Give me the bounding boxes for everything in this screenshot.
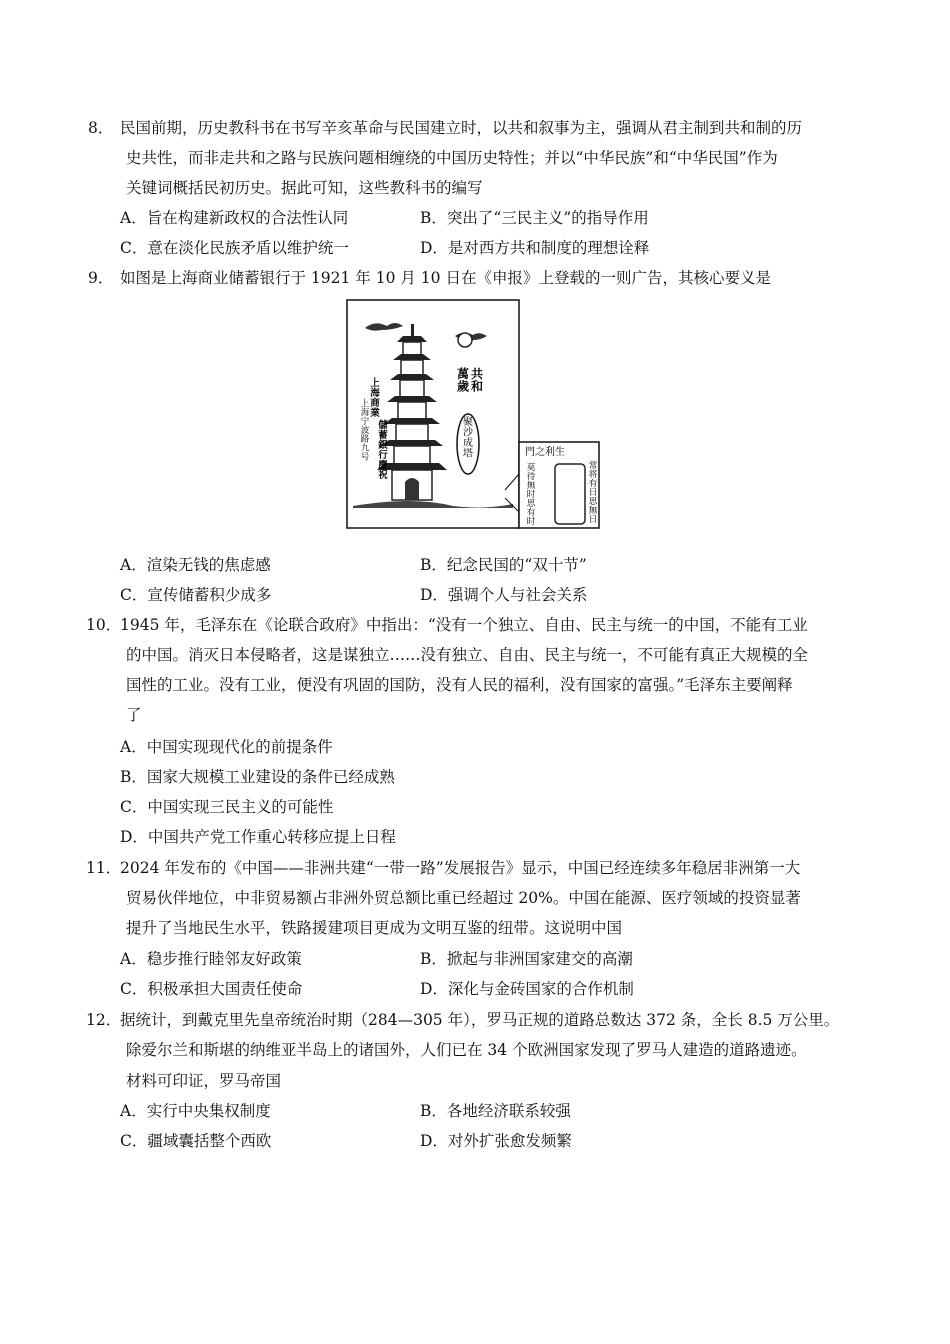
q12-stem-line-2: 除爱尔兰和斯堪的纳维亚半岛上的诸国外，人们已在 34 个欧洲国家发现了罗马人建造的道路遗迹。 bbox=[126, 1041, 807, 1059]
q10-stem-line-1: 1945 年，毛泽东在《论联合政府》中指出：“没有一个独立、自由、民主与统一的中国，不能有工业 bbox=[120, 616, 808, 634]
q11-stem-line-2: 贸易伙伴地位，中非贸易额占非洲外贸总额比重已经超过 20%。中国在能源、医疗领域的投资显著 bbox=[126, 889, 801, 907]
q11-number: 11． bbox=[86, 859, 122, 877]
q8-option-c: C．意在淡化民族矛盾以维护统一 bbox=[120, 239, 349, 257]
q11-option-d: D．深化与金砖国家的合作机制 bbox=[420, 980, 634, 998]
q10-option-b: B．国家大规模工业建设的条件已经成熟 bbox=[120, 768, 395, 786]
ad-box-title: 門之利生 bbox=[525, 447, 565, 458]
q11-option-c: C．积极承担大国责任使命 bbox=[120, 980, 303, 998]
moon-icon bbox=[458, 333, 472, 347]
q12-option-a: A．实行中央集权制度 bbox=[120, 1102, 271, 1120]
q8-stem-line-2: 史共性，而非走共和之路与民族问题相缠绕的中国历史特性；并以“中华民族”和“中华民国”作为 bbox=[126, 149, 778, 167]
q9-number: 9． bbox=[88, 269, 114, 287]
q9-option-b: B．纪念民国的“双十节” bbox=[420, 556, 587, 574]
ad-box-right-text: 常将有日思無日 bbox=[588, 461, 598, 526]
ad-box-left-text: 莫待無时思有时 bbox=[526, 463, 536, 528]
q11-option-a: A．稳步推行睦邻友好政策 bbox=[120, 950, 302, 968]
q8-number: 8． bbox=[88, 119, 114, 137]
q10-stem-line-4: 了 bbox=[126, 706, 142, 724]
q10-stem-line-3: 国性的工业。没有工业，便没有巩固的国防，没有人民的福利，没有国家的富强。”毛泽东主要阐释 bbox=[126, 676, 793, 694]
ad-bank-name-col-2: 儲蓄銀行慶祝 bbox=[378, 420, 388, 481]
q9-option-d: D．强调个人与社会关系 bbox=[420, 586, 588, 604]
bank-advertisement-figure bbox=[345, 298, 615, 532]
q11-stem-line-3: 提升了当地民生水平，铁路援建项目更成为文明互鉴的纽带。这说明中国 bbox=[126, 919, 623, 937]
q12-option-b: B．各地经济联系较强 bbox=[420, 1102, 571, 1120]
q12-number: 12． bbox=[86, 1011, 122, 1029]
q8-stem-line-3: 关键词概括民初历史。据此可知，这些教科书的编写 bbox=[126, 179, 483, 197]
q9-option-c: C．宣传储蓄积少成多 bbox=[120, 586, 272, 604]
q8-option-a: A．旨在构建新政权的合法性认同 bbox=[120, 209, 349, 227]
q10-option-c: C．中国实现三民主义的可能性 bbox=[120, 798, 334, 816]
q10-number: 10． bbox=[86, 616, 122, 634]
q12-stem-line-3: 材料可印证，罗马帝国 bbox=[126, 1072, 282, 1090]
ad-slogan-col-1: 共和 bbox=[470, 367, 484, 394]
q11-stem-line-1: 2024 年发布的《中国——非洲共建“一带一路”发展报告》显示，中国已经连续多年稳居非洲第一大 bbox=[120, 859, 801, 877]
ad-slogan-col-2: 萬歲 bbox=[456, 367, 470, 394]
q9-stem-line-1: 如图是上海商业储蓄银行于 1921 年 10 月 10 日在《申报》上登载的一则广告，其核心要义是 bbox=[120, 269, 771, 287]
q10-stem-line-2: 的中国。消灭日本侵略者，这是谋独立……没有独立、自由、民主与统一，不可能有真正大规模的全 bbox=[126, 646, 809, 664]
q8-option-b: B．突出了“三民主义”的指导作用 bbox=[420, 209, 649, 227]
q10-option-a: A．中国实现现代化的前提条件 bbox=[120, 738, 333, 756]
q12-option-c: C．疆域囊括整个西欧 bbox=[120, 1132, 272, 1150]
q10-option-d: D．中国共产党工作重心转移应提上日程 bbox=[120, 828, 396, 846]
ad-bank-address: 上海宁波路九号 bbox=[360, 399, 370, 463]
ad-bank-name-col-1: 上海商業 bbox=[370, 378, 380, 419]
q8-option-d: D．是对西方共和制度的理想诠释 bbox=[420, 239, 650, 257]
q12-stem-line-1: 据统计，到戴克里先皇帝统治时期（284—305 年），罗马正规的道路总数达 372 条，全长 8.5 万公里。 bbox=[120, 1011, 840, 1029]
q8-stem-line-1: 民国前期，历史教科书在书写辛亥革命与民国建立时，以共和叙事为主，强调从君主制到共和制的历 bbox=[120, 119, 803, 137]
q12-option-d: D．对外扩张愈发频繁 bbox=[420, 1132, 572, 1150]
q9-option-a: A．渲染无钱的焦虑感 bbox=[120, 556, 271, 574]
ad-oval-text: 聚沙成塔 bbox=[463, 417, 473, 460]
ad-box-tablet bbox=[555, 464, 585, 524]
q11-option-b: B．掀起与非洲国家建交的高潮 bbox=[420, 950, 633, 968]
